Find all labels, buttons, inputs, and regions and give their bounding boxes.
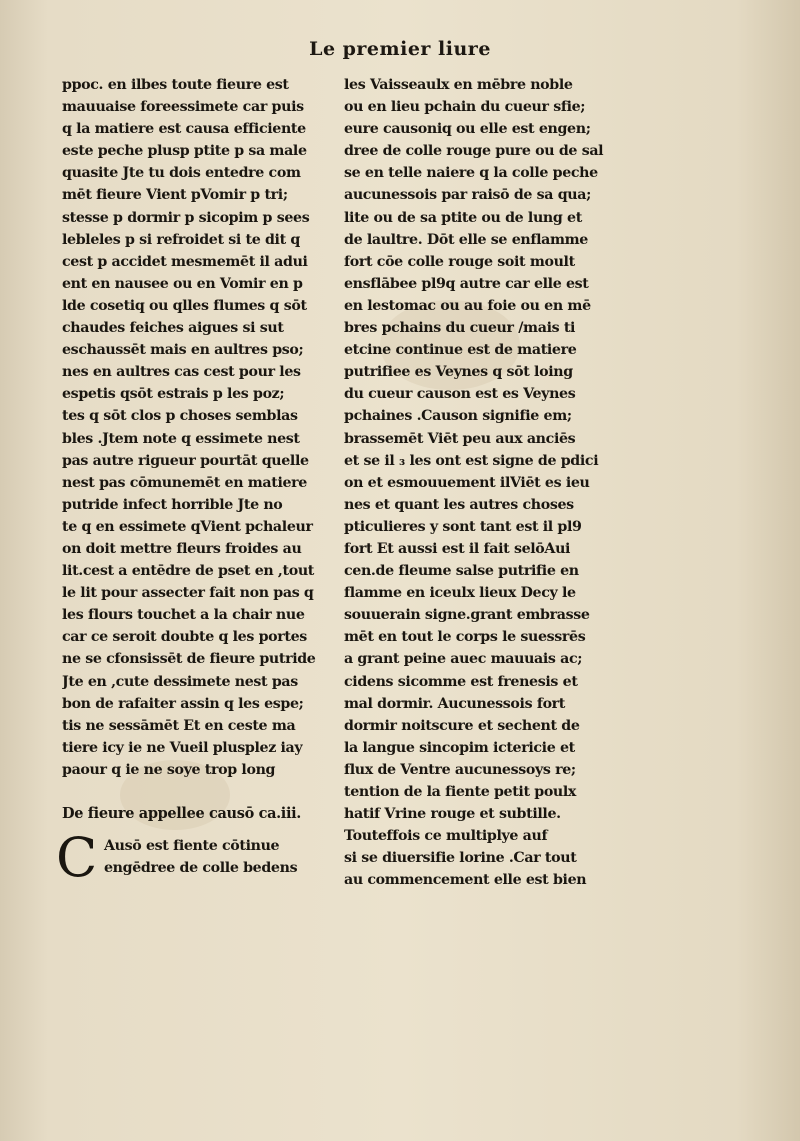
text-line: souuerain signe.grant embrasse	[344, 607, 590, 624]
text-line: nes et quant les autres choses	[344, 496, 574, 513]
text-line: ent en nausee ou en Vomir en p	[62, 275, 303, 292]
text-line: ou en lieu pchain du cueur sfie;	[344, 99, 586, 116]
text-line: putride infect horrible Jte no	[62, 496, 283, 513]
text-line: nest pas cōmunemēt en matiere	[62, 474, 307, 491]
text-line: au commencement elle est bien	[344, 872, 587, 889]
chapter-heading: De fieure appellee causō ca.iii.	[62, 805, 301, 822]
text-line: ppoc. en ilbes toute fieure est	[62, 77, 289, 93]
text-line: tiere icy ie ne Vueil plusplez iay	[62, 739, 303, 756]
text-line: lit.cest a entēdre de pset en ,tout	[62, 563, 314, 580]
text-line: et se il ₃ les ont est signe de pdici	[344, 452, 599, 469]
text-line: en lestomac ou au foie ou en mē	[344, 297, 591, 314]
text-line: mēt en tout le corps le suessrēs	[344, 629, 586, 646]
text-line: flamme en iceulx lieux Decy le	[344, 585, 576, 602]
text-line: pas autre rigueur pourtāt quelle	[62, 452, 309, 469]
text-line: on et esmouuement ilViēt es ieu	[344, 474, 590, 491]
text-line: les flours touchet a la chair nue	[62, 607, 305, 624]
text-line: dree de colle rouge pure ou de sal	[344, 143, 604, 160]
text-line: Ausō est fiente cōtinue	[104, 838, 280, 855]
text-line: pticulieres y sont tant est il pl9	[344, 518, 582, 535]
text-line: q la matiere est causa efficiente	[62, 121, 306, 138]
text-line: etcine continue est de matiere	[344, 342, 577, 359]
text-line: le lit pour assecter fait non pas q	[62, 585, 314, 602]
chapter-opening	[56, 826, 337, 890]
text-line: bles .Jtem note q essimete nest	[62, 430, 300, 447]
text-line: quasite Jte tu dois entedre com	[62, 165, 301, 182]
text-line: cest p accidet mesmemēt il adui	[62, 253, 308, 270]
text-line: a grant peine auec mauuais ac;	[344, 651, 583, 668]
text-line: putrifiee es Veynes q sōt loing	[344, 364, 573, 381]
text-line: lebleles p si refroidet si te dit q	[62, 231, 300, 248]
text-line: bon de rafaiter assin q les espe;	[62, 695, 304, 712]
text-line: fort cōe colle rouge soit moult	[344, 253, 575, 270]
text-line: tes q sōt clos p choses semblas	[62, 408, 298, 425]
drop-cap-initial: C	[56, 826, 97, 890]
text-line: engēdree de colle bedens	[104, 860, 298, 877]
text-line: eschaussēt mais en aultres pso;	[62, 342, 304, 359]
text-line: ne se cfonsissēt de fieure putride	[62, 651, 316, 668]
text-line: bres pchains du cueur /mais ti	[344, 320, 576, 337]
text-line: se en telle naiere q la colle peche	[344, 165, 598, 182]
text-line: cidens sicomme est frenesis et	[344, 673, 578, 690]
text-line: dormir noitscure et sechent de	[344, 717, 580, 734]
text-line: eure causoniq ou elle est engen;	[344, 121, 591, 138]
text-line: paour q ie ne soye trop long	[62, 761, 276, 778]
text-line: du cueur causon est es Veynes	[344, 386, 576, 403]
text-line: la langue sincopim ictericie et	[344, 739, 575, 756]
text-line: fort Et aussi est il fait selōAui	[344, 540, 571, 557]
text-line: lde cosetiq ou qlles flumes q sōt	[62, 297, 307, 314]
text-line: mal dormir. Aucunessois fort	[344, 695, 566, 712]
right-column	[344, 74, 644, 891]
text-line: nes en aultres cas cest pour les	[62, 364, 301, 381]
text-line: de laultre. Dōt elle se enflamme	[344, 231, 588, 248]
text-line: tention de la fiente petit poulx	[344, 784, 577, 800]
text-line: aucunessois par raisō de sa qua;	[344, 187, 592, 204]
text-line: Jte en ,cute dessimete nest pas	[62, 673, 298, 690]
left-column	[56, 74, 337, 890]
text-line: cen.de fleume salse putrifie en	[344, 563, 579, 580]
running-head: Le premier liure	[309, 38, 491, 60]
text-line: si se diuersifie lorine .Car tout	[344, 850, 577, 867]
text-line: lite ou de sa ptite ou de lung et	[344, 209, 582, 226]
text-line: les Vaisseaulx en mēbre noble	[344, 77, 573, 93]
text-line: mauuaise foreessimete car puis	[62, 99, 304, 116]
text-line: chaudes feiches aigues si sut	[62, 320, 284, 337]
text-line: te q en essimete qVient pchaleur	[62, 518, 313, 535]
text-line: hatif Vrine rouge et subtille.	[344, 806, 561, 823]
text-line: brassemēt Viēt peu aux anciēs	[344, 430, 576, 447]
text-line: flux de Ventre aucunessoys re;	[344, 761, 576, 778]
text-line: espetis qsōt estrais p les poz;	[62, 386, 285, 403]
text-line: ensflābee pl9q autre car elle est	[344, 275, 589, 292]
text-line: tis ne sessāmēt Et en ceste ma	[62, 717, 296, 734]
text-line: stesse p dormir p sicopim p sees	[62, 209, 310, 226]
text-line: pchaines .Causon signifie em;	[344, 408, 572, 425]
text-line: mēt fieure Vient pVomir p tri;	[62, 187, 288, 204]
text-line: on doit mettre fleurs froides au	[62, 540, 302, 557]
text-line: Touteffois ce multiplye auf	[344, 828, 548, 845]
text-line: car ce seroit doubte q les portes	[62, 629, 307, 646]
text-line: este peche plusp ptite p sa male	[62, 143, 307, 160]
